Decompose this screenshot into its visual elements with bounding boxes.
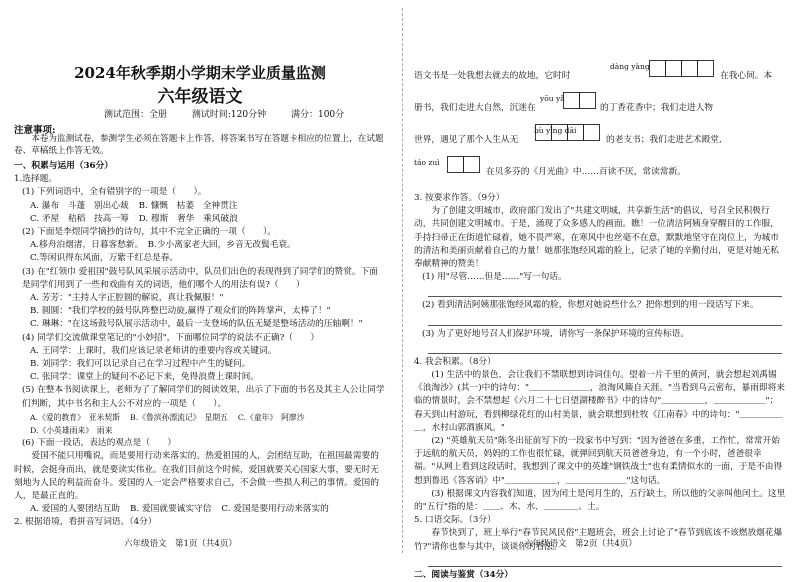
q1-3-opt-a: A. 芳芳："主持人字正腔圆的解说，真让我佩服！" bbox=[30, 293, 224, 304]
pinyin-2: yōu yǎ bbox=[540, 94, 565, 103]
page-2 bbox=[414, 0, 786, 580]
section-2-heading: 二、阅读与鉴赏（34分） bbox=[414, 569, 513, 580]
pinyin-line-1-post: 在我心间。本 bbox=[720, 71, 773, 81]
q1-heading: 1.选择题。 bbox=[14, 174, 58, 185]
q3-3-stem: (3) 为了更好地号召人们保护环境，请你写一条保护环境的宣传标语。 bbox=[422, 328, 690, 339]
q1-4-opt-a: A. 王同学：上课时，我们应该记录老师讲的重要内容或关键词。 bbox=[30, 345, 277, 356]
q3-1-answer-line[interactable] bbox=[428, 284, 782, 297]
q1-5-opt-c: C.《童年》 阿廖沙 bbox=[237, 412, 305, 422]
q1-1-opt-a: A. 瀑布 斗蓬 别出心裁 bbox=[30, 200, 129, 211]
pinyin-1: dàng yàng bbox=[610, 62, 650, 71]
pinyin-line-2-post: 的丁香花香中；我们走进人物 bbox=[600, 103, 713, 113]
q1-2-stem: (2) 下面是李煜同学摘抄的诗句，其中不完全正确的一项（ ）。 bbox=[22, 227, 276, 238]
q1-2-opt-c: C.等闲识得东风面，万紫千红总是春。 bbox=[30, 253, 179, 264]
q1-6-opt-b: B. 爱国就要诚实守信 bbox=[129, 504, 212, 515]
q1-4-opt-b: B. 刘同学：我们可以记录自己在学习过程中产生的疑问。 bbox=[30, 359, 251, 370]
q4-heading: 4. 我会积累。（8分） bbox=[414, 356, 496, 367]
answer-box[interactable] bbox=[447, 156, 464, 173]
q1-6-stem: (6) 下面一段话，表达的观点是（ ） bbox=[22, 438, 177, 449]
test-score: 满分：100分 bbox=[290, 110, 345, 120]
answer-boxes-3[interactable] bbox=[536, 124, 600, 141]
pinyin-3: bù yīng dāi bbox=[534, 126, 577, 135]
q2-heading: 2. 根据语境，看拼音写词语。（4分） bbox=[14, 517, 157, 528]
q1-1-opt-d: D. 穆斯 奢华 乘风破浪 bbox=[138, 213, 238, 224]
q3-1-stem: (1) 用"尽管……但是……"写一句话。 bbox=[422, 272, 567, 283]
pinyin-4: táo zuì bbox=[414, 158, 440, 167]
pinyin-line-4 bbox=[414, 156, 786, 188]
section-1 bbox=[14, 160, 386, 530]
q3-passage: 为了创建文明城市，政府部门发出了"共建文明城，共享新生活"的倡议，号召全民积极行动，共同创建文明城市。于是，涌现了众多感人的画面。瞧！一位清洁阿姨身穿醒目的工作服，手持扫帚正在街道忙碌着，她不畏严寒，在寒风中也丝毫不在意，默默地坚守在岗位上，为城市的清洁和美丽贡献着自己的力量！她那张饱经风霜的脸上，记录了她的辛勤付出，更是对她无私奉献精神的赞美！ bbox=[414, 206, 779, 270]
exam-subject: 六年级语文 bbox=[157, 87, 243, 107]
q1-5-stem: (5) 在整本书阅读课上，老师为了了解同学们的阅读效果，出示了下面的书名及其主人公让同学们判断，其中书名和主人公不对应的一项是（ ）。 bbox=[22, 385, 385, 409]
q1-4-stem: (4) 同学们交流做课堂笔记的"小妙招"，下面哪位同学的说法不正确?（ ） bbox=[22, 332, 320, 343]
q4-2-text: (2) "英雄航天员"陈冬出征前写下的一段家书中写到："因为爸爸在多重，工作忙，常常开始于远航的航天员，妈妈的工作也很忙碌，就弹回到航天员爸爸身边，有一个小时，爸爸很幸福。"从网上看到这段话时，我想到了课文中的英雄"钢铁战士"也有柔情似水的一面，于是不由得想到鲁迅《答客诮》中"＿＿＿＿＿＿，＿＿＿＿＿＿＿"这句话。 bbox=[414, 436, 783, 486]
q1-1-opt-c: C. 矛屋 秸稻 技高一筹 bbox=[30, 213, 129, 224]
section-1-heading: 一、积累与运用（36分） bbox=[14, 161, 113, 171]
pinyin-line-4-post: 在贝多芬的《月光曲》中……百读不厌，常读常新。 bbox=[486, 167, 686, 177]
q1-3-stem: (3) 在"红领巾 爱祖国"鼓号队风采展示活动中，队员们出色的表现得到了同学们的赞赏。下面是同学们用到了一些和戏曲有关的词语，他们哪个人的用法有误?（ ） bbox=[22, 266, 378, 290]
q1-3-opt-b: B. 圆圆："我们学校的鼓号队阵整巴动旋,赢得了观众们的阵阵掌声，太棒了！" bbox=[30, 306, 331, 317]
answer-box[interactable] bbox=[649, 60, 666, 77]
test-scope: 测试范围：全册 bbox=[104, 110, 168, 120]
answer-boxes-2[interactable] bbox=[564, 92, 596, 109]
q1-1-opt-b: B. 慷慨 枯萎 全神贯注 bbox=[138, 200, 238, 211]
q4-3-text: (3) 根据课文内容我们知道，因为闰土是闰月生的，五行缺土，所以他的父亲叫他闰土。这里的"五行"指的是：＿＿、木、水、＿＿＿＿、土。 bbox=[414, 488, 786, 513]
section-1-continued bbox=[414, 192, 786, 582]
q1-3-opt-c: C. 琳琳："在这场鼓号队展示活动中，最后一支登场的队伍无疑是整场活动的压轴啊！" bbox=[30, 319, 363, 330]
q1-1-options bbox=[14, 200, 386, 213]
q2-pinyin-block bbox=[414, 60, 786, 188]
q1-5-opt-b: B.《鲁滨孙漂流记》 星期五 bbox=[129, 412, 228, 422]
answer-box[interactable] bbox=[681, 60, 698, 77]
exam-info bbox=[104, 107, 366, 120]
q5-heading: 5. 口语交际。（3分） bbox=[414, 515, 496, 526]
answer-box[interactable] bbox=[535, 124, 552, 141]
q1-5-options bbox=[14, 411, 386, 437]
test-time: 测试时间:120分钟 bbox=[191, 110, 267, 120]
q1-6-opt-a: A. 爱国的人要团结互助 bbox=[30, 504, 120, 515]
answer-boxes-1[interactable] bbox=[650, 60, 714, 77]
q4-1-text: (1) 生活中的景色，会让我们不禁联想到诗词佳句。望着一片千里的黄河，就会想起刘禹锡《浪淘沙》(其一)中的诗句："＿＿＿＿＿＿＿，浪淘风簸自天涯。"当看到乌云密布，暴雨即将来临的情景时，会不禁想起《六月二十七日望湖楼醉书》中的诗句"＿＿＿＿＿，＿＿＿＿＿＿"；春天到山村游玩，看到柳绿花红的山村美景，就会联想到杜牧《江南春》中的诗句："＿＿＿＿＿＿，水村山郭酒旗风。" bbox=[414, 370, 785, 433]
notes-text: 本卷为监测试卷，参测学生必须在答题卡上作答，将答案书写在答题卡相应的位置上，在试题卷、草稿纸上作答无效。 bbox=[14, 134, 384, 156]
q1-5-opt-a: A.《爱的教育》 亚米契斯 bbox=[30, 412, 120, 422]
answer-box[interactable] bbox=[463, 156, 480, 173]
page-1 bbox=[14, 0, 386, 561]
q3-heading: 3. 按要求作答。（9分） bbox=[414, 193, 505, 203]
q1-6-opt-c: C. 爱国是要用行动来落实的 bbox=[221, 504, 329, 515]
q3-3-answer-line[interactable] bbox=[428, 341, 782, 354]
q5-text: 春节快到了，班上举行"春节民风民俗"主题班会，班会上讨论了"春节到底该不该燃放烟花爆竹?"请你也参与其中，谈谈你的看法。 bbox=[414, 528, 783, 552]
q3-2-answer-line[interactable] bbox=[428, 313, 782, 326]
q1-2-opt-ab: A.移舟泊烟渚，日暮客愁新。 B.少小离家老大回，乡音无改鬓毛衰。 bbox=[30, 240, 296, 251]
answer-box[interactable] bbox=[665, 60, 682, 77]
page-2-footer: 六年级语文 第2页（共4页） bbox=[524, 539, 637, 549]
answer-box[interactable] bbox=[697, 60, 714, 77]
q1-1-stem: (1) 下列词语中，全有错别字的一项是（ ）。 bbox=[22, 187, 207, 198]
pinyin-line-2-pre: 册书，我们走进大自然，沉迷在 bbox=[414, 103, 536, 113]
pinyin-line-3-post: 的老支书；我们走进艺术殿堂, bbox=[606, 135, 722, 145]
exam-title: 2024年秋季期小学期末学业质量监测 bbox=[74, 64, 326, 82]
pinyin-line-3 bbox=[414, 124, 786, 156]
q5-answer-line[interactable] bbox=[428, 554, 782, 567]
notes-heading: 注意事项: bbox=[14, 125, 56, 136]
pinyin-line-1-pre: 语文书是一处我想去就去的故地，它时时 bbox=[414, 71, 571, 81]
answer-box[interactable] bbox=[583, 124, 600, 141]
pinyin-line-1 bbox=[414, 60, 786, 92]
q1-5-opt-d: D.《小英雄雨来》 雨来 bbox=[30, 426, 113, 436]
q1-4-opt-c: C. 张同学：课堂上的疑问不必记下来，免得浪费上课时间。 bbox=[30, 372, 260, 383]
answer-boxes-4[interactable] bbox=[448, 156, 480, 173]
page-1-footer: 六年级语文 第1页（共4页） bbox=[124, 539, 237, 549]
q1-6-options bbox=[14, 503, 386, 516]
pinyin-line-3-pre: 世界，遇见了那个人生从无 bbox=[414, 135, 519, 145]
answer-box[interactable] bbox=[579, 92, 596, 109]
pinyin-line-2 bbox=[414, 92, 786, 124]
answer-box[interactable] bbox=[563, 92, 580, 109]
page-divider bbox=[402, 8, 403, 553]
q1-6-passage: 爱国不能只用嘴说，而是要用行动来落实的。热爱祖国的人，会团结互助，在祖国最需要的时候，会挺身而出，就是要读实伟业。在我们目前这个时候，爱国就要关心国家大事，要无时无刻地为人民的利益而奋斗。爱国的人一定会严格要求自己，不会做一些损人利己的事情。爱国的人，是最正直的。 bbox=[14, 451, 379, 502]
q3-2-stem: (2) 看到清洁阿姨那张饱经风霜的脸，你想对她说些什么？把你想到的用一段话写下来。 bbox=[422, 300, 759, 311]
q1-1-options-2 bbox=[14, 213, 386, 226]
answer-box[interactable] bbox=[567, 124, 584, 141]
answer-box[interactable] bbox=[551, 124, 568, 141]
